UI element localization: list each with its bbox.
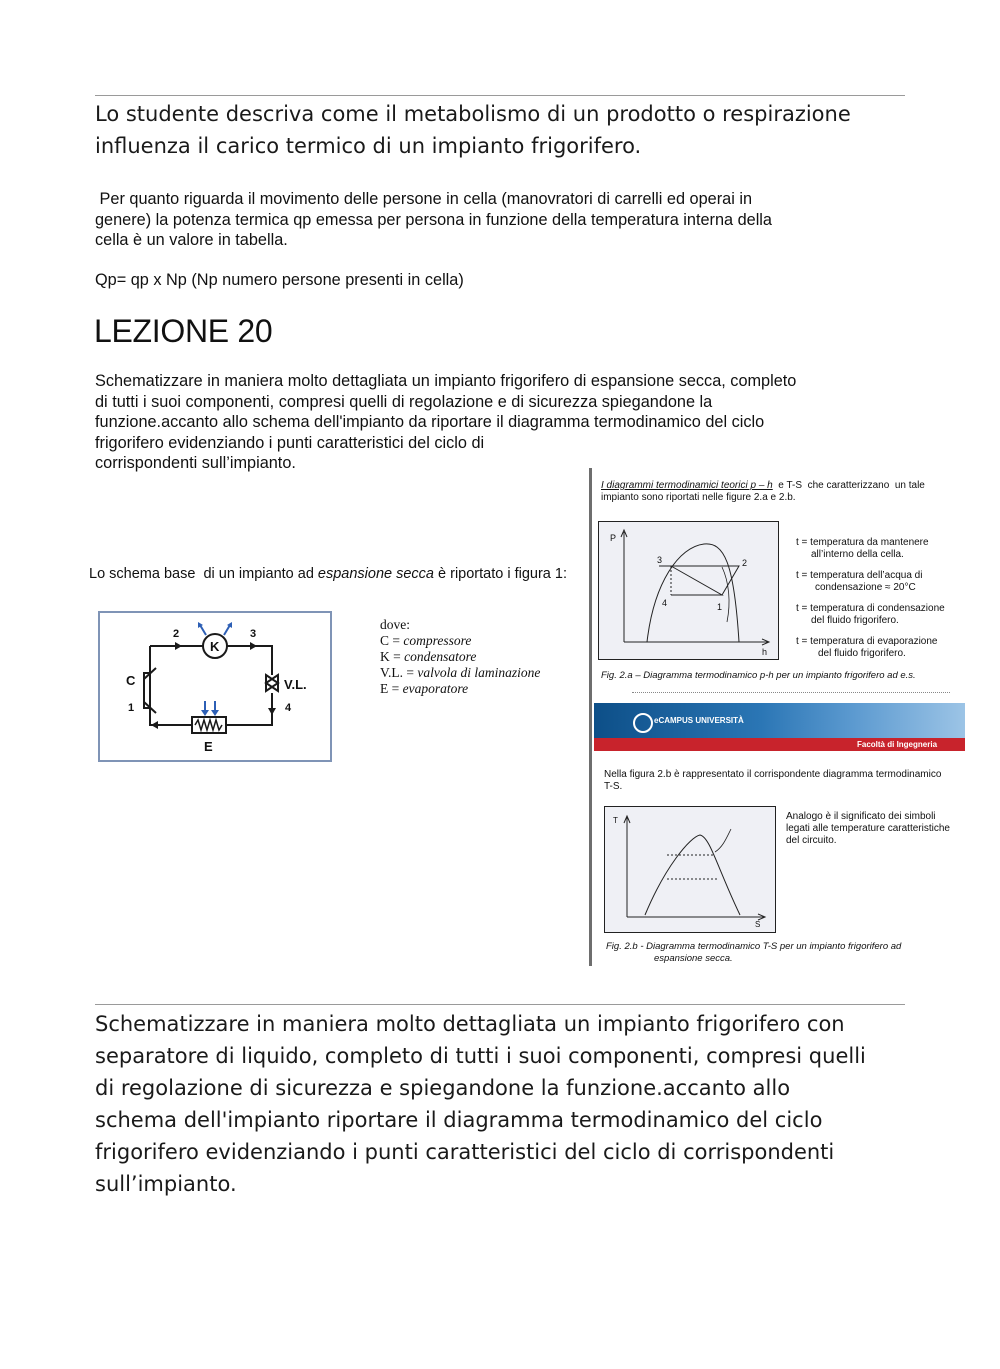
ts-intro-line: Nella figura 2.b è rappresentato il corrispondente diagramma termodinamico	[604, 769, 942, 780]
ts-intro-line: T-S.	[604, 781, 623, 792]
label-n4: 4	[285, 702, 292, 714]
question-3	[95, 1008, 925, 1200]
ts-note	[786, 811, 961, 847]
t-def-item	[796, 636, 966, 660]
lesson-title: LEZIONE 20	[94, 313, 273, 349]
t-def-line: t = temperatura di condensazione	[796, 603, 945, 614]
question-3-line: schema dell'impianto riportare il diagramma termodinamico del ciclo	[95, 1108, 823, 1132]
ts-caption-line: espansione secca.	[654, 953, 733, 964]
label-n3: 3	[250, 628, 257, 640]
t-def-line: t = temperatura da mantenere	[796, 537, 929, 548]
flow-arrow-icon	[250, 642, 257, 650]
formula: Qp= qp x Np (Np numero persone presenti in cella)	[95, 271, 464, 289]
ts-caption	[606, 941, 901, 965]
question-1	[95, 98, 925, 162]
scan-divider	[589, 468, 592, 966]
t-def-item	[796, 570, 966, 594]
question-1-line: Lo studente descriva come il metabolismo di un prodotto o respirazione	[95, 102, 851, 126]
ph-point-2: 2	[742, 558, 748, 568]
legend-value: condensatore	[404, 649, 477, 664]
ts-intro	[604, 769, 964, 793]
ts-svg	[605, 807, 775, 932]
ts-caption-line: Fig. 2.b - Diagramma termodinamico T-S per un impianto frigorifero ad	[606, 941, 902, 952]
legend-key: K =	[380, 649, 405, 664]
ph-point-4: 4	[662, 598, 668, 608]
ph-intro-rest: e T-S che caratterizzano un tale	[772, 480, 925, 491]
answer-1-line: genere) la potenza termica qp emessa per persona in funzione della temperatura interna della	[95, 210, 772, 229]
t-def-line: all’interno della cella.	[811, 549, 904, 560]
ph-point-1: 1	[717, 602, 723, 612]
legend-value: compressore	[403, 633, 472, 648]
label-n2: 2	[173, 628, 180, 640]
label-vl: V.L.	[284, 677, 307, 692]
legend-item	[380, 681, 540, 697]
ph-caption: Fig. 2.a – Diagramma termodinamico p-h per un impianto frigorifero ad e.s.	[601, 670, 916, 681]
schema-legend	[380, 617, 540, 697]
legend-item	[380, 665, 540, 681]
question-3-line: Schematizzare in maniera molto dettagliata un impianto frigorifero con	[95, 1012, 845, 1036]
t-def-line: del fluido frigorifero.	[818, 648, 906, 659]
ph-point-3: 3	[657, 555, 663, 565]
legend-key: E =	[380, 681, 403, 696]
answer-1-line: Per quanto riguarda il movimento delle persone in cella (manovratori di carrelli ed operai in	[95, 190, 753, 208]
t-def-line: t = temperatura dell’acqua di	[796, 570, 923, 581]
scan-footer-line	[632, 692, 950, 695]
legend-key: C =	[380, 633, 404, 648]
question-3-line: sull’impianto.	[95, 1172, 237, 1196]
question-2-line: funzione.accanto allo schema dell'impianto da riportare il diagramma termodinamico del ciclo	[95, 413, 765, 431]
label-c: C	[126, 673, 136, 688]
schema-caption-em: espansione secca	[317, 566, 434, 582]
answer-1-line: cella è un valore in tabella.	[95, 231, 288, 249]
question-2	[95, 371, 925, 474]
ph-diagram	[598, 521, 779, 660]
circuit-svg	[100, 613, 330, 760]
ph-axis-p: P	[610, 533, 617, 543]
schema-caption-post: è riportato i figura 1:	[434, 566, 567, 582]
question-2-line: corrispondenti sull’impianto.	[95, 454, 296, 472]
t-definitions	[796, 537, 966, 660]
question-3-line: separatore di liquido, completo di tutti i suoi componenti, compresi quelli	[95, 1044, 866, 1068]
top-divider	[95, 95, 905, 96]
ts-axis-t: T	[613, 816, 618, 825]
ts-note-line: legati alle temperature caratteristiche	[786, 823, 950, 834]
ts-axis-s: S	[755, 920, 761, 929]
circuit-diagram	[98, 611, 332, 762]
legend-item	[380, 633, 540, 649]
question-2-line: Schematizzare in maniera molto dettagliata un impianto frigorifero di espansione secca, completo	[95, 372, 797, 390]
ph-axis-h: h	[762, 647, 768, 657]
ph-svg	[599, 522, 778, 659]
question-2-line: di tutti i suoi componenti, compresi quelli di regolazione e di sicurezza spiegandone la	[95, 392, 713, 411]
faculty-label: Facoltà di Ingegneria	[857, 740, 938, 749]
question-3-line: di regolazione di sicurezza e spiegandone la funzione.accanto allo	[95, 1076, 791, 1100]
flow-arrow-icon	[268, 708, 276, 715]
flow-arrow-icon	[151, 721, 158, 729]
ts-diagram	[604, 806, 776, 933]
t-def-line: t = temperatura di evaporazione	[796, 636, 938, 647]
label-e: E	[204, 739, 213, 754]
legend-value: evaporatore	[402, 681, 469, 696]
label-k: K	[210, 639, 220, 654]
bottom-divider	[95, 1004, 905, 1005]
t-def-line: del fluido frigorifero.	[811, 615, 899, 626]
answer-1	[95, 189, 925, 251]
t-def-item	[796, 603, 966, 627]
legend-item	[380, 649, 540, 665]
question-1-line: influenza il carico termico di un impianto frigorifero.	[95, 134, 642, 158]
legend-title: dove:	[380, 617, 410, 632]
ph-intro-line2: impianto sono riportati nelle figure 2.a e 2.b.	[601, 492, 796, 503]
question-2-line: frigorifero evidenziando i punti caratteristici del ciclo di	[95, 433, 485, 452]
t-def-item	[796, 537, 966, 561]
label-n1: 1	[128, 702, 135, 714]
schema-caption	[89, 566, 567, 582]
ph-intro	[601, 480, 961, 504]
legend-key: V.L. =	[380, 665, 418, 680]
question-3-line: frigorifero evidenziando i punti caratteristici del ciclo di corrispondenti	[95, 1140, 835, 1164]
schema-caption-pre: Lo schema base di un impianto ad	[89, 566, 318, 582]
ph-intro-underlined: I diagrammi termodinamici teorici p – h	[601, 480, 773, 491]
ts-note-line: del circuito.	[786, 835, 837, 846]
ecampus-logo-icon	[633, 713, 653, 733]
legend-value: valvola di laminazione	[417, 665, 541, 680]
t-def-line: condensazione ≈ 20°C	[815, 582, 916, 593]
ecampus-brand: eCAMPUS UNIVERSITÀ	[654, 716, 744, 725]
ts-note-line: Analogo è il significato dei simboli	[786, 811, 936, 822]
flow-arrow-icon	[175, 642, 182, 650]
